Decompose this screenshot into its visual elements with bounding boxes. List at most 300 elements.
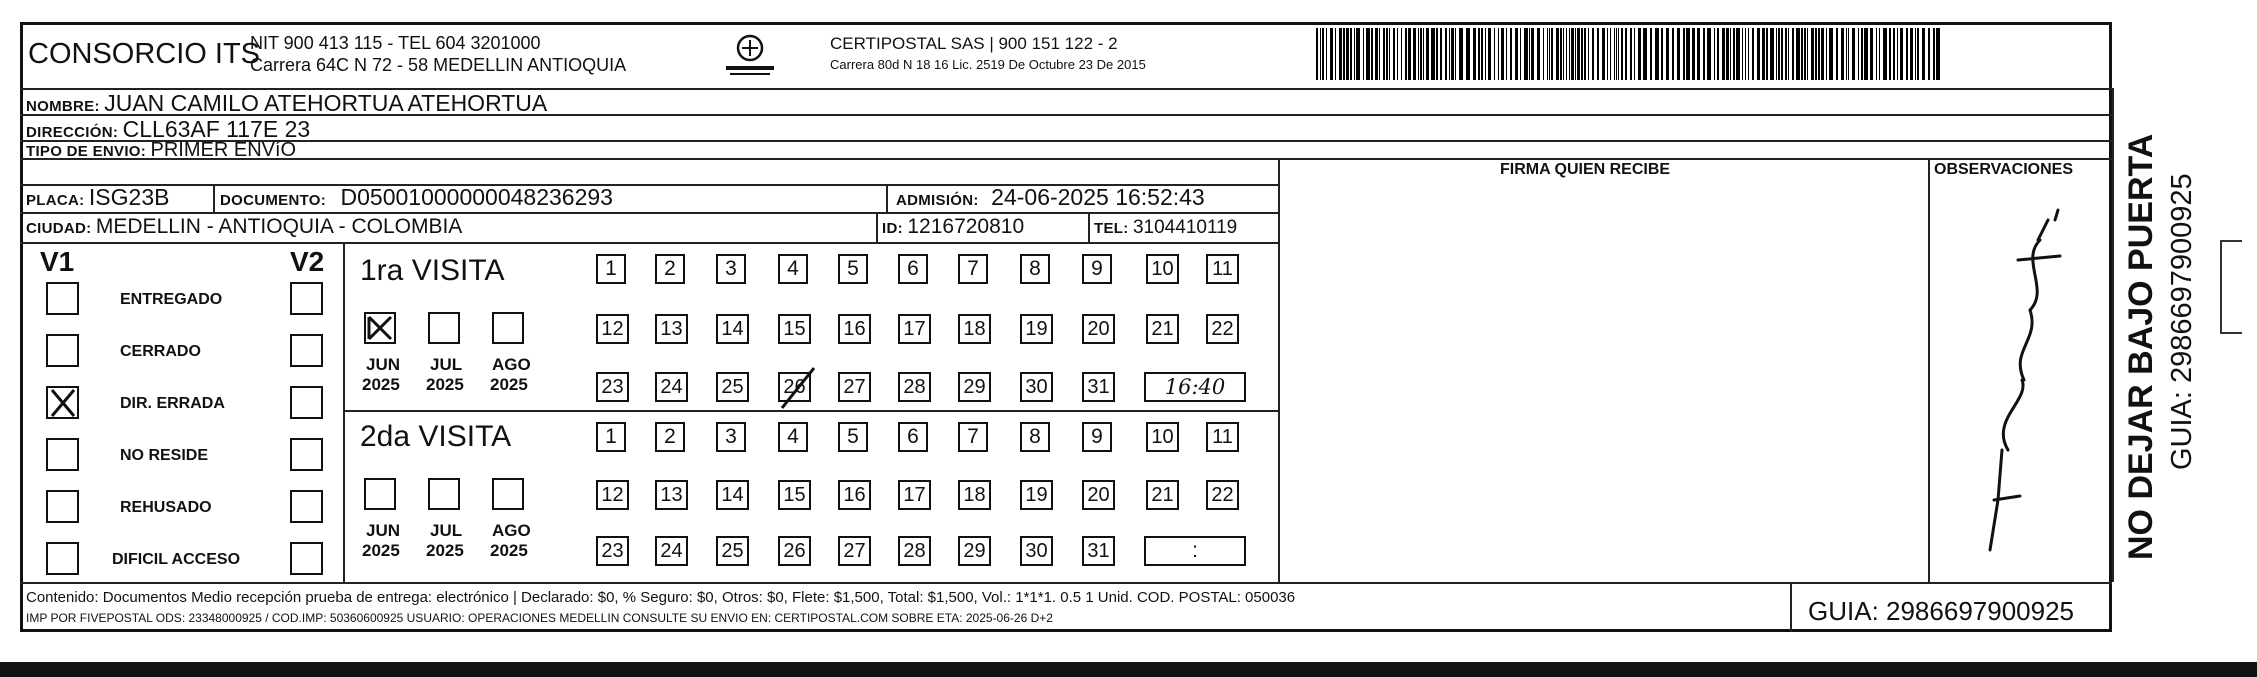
barcode-bar	[1575, 28, 1576, 80]
company-line-2: Carrera 64C N 72 - 58 MEDELLIN ANTIOQUIA	[250, 55, 627, 75]
day-box[interactable]: 20	[1082, 480, 1115, 510]
day-box[interactable]: 30	[1020, 372, 1053, 402]
day-box[interactable]: 17	[898, 314, 931, 344]
firma-header: FIRMA QUIEN RECIBE	[1500, 161, 1671, 178]
barcode-bar	[1643, 28, 1647, 80]
day-box[interactable]: 12	[596, 480, 629, 510]
barcode-bar	[1569, 28, 1570, 80]
barcode-bar	[1423, 28, 1424, 80]
day-box[interactable]: 12	[596, 314, 629, 344]
admision-label: ADMISIÓN:	[896, 192, 979, 209]
day-box[interactable]: 28	[898, 372, 931, 402]
company-line-1: NIT 900 413 115 - TEL 604 3201000	[250, 33, 541, 53]
barcode-bar	[1563, 28, 1564, 80]
side-notice: NO DEJAR BAJO PUERTA	[2122, 133, 2160, 560]
divider	[213, 184, 215, 212]
day-box[interactable]: 5	[838, 254, 868, 284]
barcode-bar	[1936, 28, 1940, 80]
divider	[20, 158, 2112, 160]
barcode-bar	[1524, 28, 1528, 80]
barcode-bar	[1807, 28, 1808, 80]
barcode-bar	[1551, 28, 1553, 80]
barcode-bar	[1610, 28, 1611, 80]
month-checkbox[interactable]	[364, 312, 396, 344]
barcode-bar	[1506, 28, 1507, 80]
barcode-bar	[1420, 28, 1422, 80]
observaciones-header: OBSERVACIONES	[1934, 161, 2073, 178]
barcode-bar	[1588, 28, 1589, 80]
id-label: ID:	[882, 220, 903, 237]
barcode-bar	[1917, 28, 1919, 80]
month-label: JUL	[430, 521, 463, 540]
day-box[interactable]: 19	[1020, 314, 1053, 344]
barcode-bar	[1602, 28, 1605, 80]
day-box[interactable]: 6	[898, 254, 928, 284]
barcode-bar	[1638, 28, 1641, 80]
barcode-bar	[1335, 28, 1336, 80]
barcode-bar	[1577, 28, 1580, 80]
v1-checkbox[interactable]	[46, 282, 79, 315]
certipostal-logo	[720, 30, 780, 80]
direccion-label: DIRECCIÓN:	[26, 124, 119, 141]
v2-label: V2	[290, 246, 325, 277]
footer-line-2: IMP POR FIVEPOSTAL ODS: 23348000925 / COD.IMP: 50360600925 USUARIO: OPERACIONES MEDELLIN CONSULTE SU ENVIO EN: CERTIPOSTAL.COM SOBRE ETA: 2025-06-26 D+2	[26, 611, 1053, 625]
barcode-bar	[1730, 28, 1731, 80]
v1-checkbox[interactable]	[46, 438, 79, 471]
month-checkbox[interactable]	[428, 478, 460, 510]
barcode-bar	[1683, 28, 1685, 80]
barcode-bar	[1449, 28, 1450, 80]
nombre-value: JUAN CAMILO ATEHORTUA ATEHORTUA	[104, 90, 548, 116]
barcode-bar	[1330, 28, 1333, 80]
barcode-bar	[1481, 28, 1483, 80]
barcode-bar	[1922, 28, 1925, 80]
barcode-bar	[1356, 28, 1360, 80]
day-box[interactable]: 1	[596, 254, 626, 284]
day-box[interactable]: 14	[716, 314, 749, 344]
barcode-bar	[1501, 28, 1504, 80]
barcode-bar	[1733, 28, 1735, 80]
barcode-bar	[1466, 28, 1470, 80]
barcode-bar	[1571, 28, 1574, 80]
barcode-bar	[1846, 28, 1847, 80]
day-box[interactable]: 22	[1206, 314, 1239, 344]
divider	[20, 582, 2112, 584]
barcode-bar	[1655, 28, 1659, 80]
barcode-bar	[1804, 28, 1806, 80]
edge-mark	[2220, 240, 2242, 334]
barcode-bar	[1473, 28, 1476, 80]
day-box[interactable]: 11	[1206, 422, 1239, 452]
barcode-bar	[1811, 28, 1814, 80]
barcode-bar	[1778, 28, 1780, 80]
day-box[interactable]: 17	[898, 480, 931, 510]
v2-checkbox[interactable]	[290, 386, 323, 419]
barcode-bar	[1316, 28, 1318, 80]
barcode-bar	[1459, 28, 1463, 80]
v1-checkbox[interactable]	[46, 542, 79, 575]
barcode-bar	[1354, 28, 1355, 80]
barcode-bar	[1386, 28, 1388, 80]
barcode-bar	[1906, 28, 1908, 80]
year-label: 2025	[490, 375, 528, 394]
year-label: 2025	[362, 541, 400, 560]
placa-value: ISG23B	[88, 184, 170, 210]
status-label: NO RESIDE	[120, 447, 209, 464]
barcode-bar	[1796, 28, 1800, 80]
second-visit-title: 2da VISITA	[360, 420, 512, 453]
barcode-bar	[1883, 28, 1887, 80]
barcode-bar	[1915, 28, 1916, 80]
time-box[interactable]: :	[1144, 536, 1246, 566]
day-box[interactable]: 18	[958, 480, 991, 510]
barcode-bar	[1488, 28, 1491, 80]
day-box[interactable]: 22	[1206, 480, 1239, 510]
month-label: AGO	[492, 521, 531, 540]
barcode-bar	[1455, 28, 1456, 80]
barcode-bar	[1900, 28, 1903, 80]
barcode-bar	[1815, 28, 1817, 80]
day-box[interactable]: 8	[1020, 422, 1050, 452]
barcode-bar	[1928, 28, 1930, 80]
month-checkbox[interactable]	[364, 478, 396, 510]
barcode-bar	[1697, 28, 1700, 80]
barcode-bar	[1556, 28, 1559, 80]
direccion-value: CLL63AF 117E 23	[122, 116, 311, 142]
day-box[interactable]: 14	[716, 480, 749, 510]
barcode-bar	[1371, 28, 1373, 80]
day-box[interactable]: 25	[716, 372, 749, 402]
barcode-bar	[1717, 28, 1719, 80]
day-box[interactable]: 15	[778, 480, 811, 510]
barcode-bar	[1781, 28, 1783, 80]
barcode-bar	[1350, 28, 1352, 80]
barcode-bar	[1897, 28, 1898, 80]
barcode-bar	[1661, 28, 1663, 80]
barcode-bar	[1692, 28, 1695, 80]
barcode-bar	[1841, 28, 1844, 80]
barcode-bar	[1547, 28, 1548, 80]
footer-line-1: Contenido: Documentos Medio recepción prueba de entrega: electrónico | Declarado: $0, % Seguro: $0, Otros: $0, Flete: $1,500, Total: $1,500, Vol.: 1*1*1. 0.5 1 Unid. COD. POSTAL: 050036	[26, 589, 1296, 606]
barcode-bar	[1510, 28, 1512, 80]
month-checkbox[interactable]	[492, 478, 524, 510]
barcode-bar	[1614, 28, 1615, 80]
barcode-bar	[1431, 28, 1435, 80]
barcode-bar	[1801, 28, 1803, 80]
day-box[interactable]: 31	[1082, 536, 1115, 566]
day-box[interactable]: 31	[1082, 372, 1115, 402]
barcode-bar	[1426, 28, 1429, 80]
bottom-bar	[0, 662, 2257, 677]
year-label: 2025	[490, 541, 528, 560]
ciudad-value: MEDELLIN - ANTIOQUIA - COLOMBIA	[95, 215, 463, 238]
divider	[1278, 158, 1280, 582]
day-box[interactable]: 19	[1020, 480, 1053, 510]
day-box[interactable]: 21	[1146, 314, 1179, 344]
barcode-bar	[1788, 28, 1789, 80]
barcode-bar	[1515, 28, 1518, 80]
tipo-value: PRIMER ENVíO	[150, 139, 297, 161]
day-box[interactable]: 20	[1082, 314, 1115, 344]
barcode-bar	[1893, 28, 1895, 80]
year-label: 2025	[426, 375, 464, 394]
ciudad-label: CIUDAD:	[26, 220, 92, 237]
barcode-bar	[1616, 28, 1617, 80]
barcode-bar	[1343, 28, 1345, 80]
day-box[interactable]: 15	[778, 314, 811, 344]
v1-checkbox[interactable]	[46, 386, 79, 419]
v1-label: V1	[40, 246, 75, 277]
barcode-bar	[1389, 28, 1390, 80]
barcode-bar	[1597, 28, 1599, 80]
day-box[interactable]: 21	[1146, 480, 1179, 510]
barcode-bar	[1836, 28, 1838, 80]
v1-checkbox[interactable]	[46, 490, 79, 523]
id-value: 1216720810	[907, 215, 1025, 238]
v2-checkbox[interactable]	[290, 490, 323, 523]
barcode-bar	[1826, 28, 1827, 80]
day-box[interactable]: 4	[778, 254, 808, 284]
barcode-bar	[1393, 28, 1395, 80]
day-box[interactable]: 3	[716, 422, 746, 452]
barcode-bar	[1498, 28, 1499, 80]
day-box[interactable]: 2	[655, 254, 685, 284]
barcode-bar	[1748, 28, 1749, 80]
barcode-bar	[1339, 28, 1342, 80]
barcode-bar	[1672, 28, 1674, 80]
barcode-bar	[1581, 28, 1583, 80]
barcode-bar	[1560, 28, 1562, 80]
day-box[interactable]: 24	[655, 372, 688, 402]
barcode-bar	[1543, 28, 1544, 80]
barcode-bar	[1933, 28, 1935, 80]
day-box[interactable]: 26	[778, 536, 811, 566]
barcode-bar	[1889, 28, 1891, 80]
barcode-bar	[1736, 28, 1740, 80]
barcode-bar	[1529, 28, 1530, 80]
day-box[interactable]: 4	[778, 422, 808, 452]
barcode-bar	[1520, 28, 1521, 80]
tel-label: TEL:	[1094, 220, 1129, 237]
day-box[interactable]: 5	[838, 422, 868, 452]
day-box[interactable]: 7	[958, 254, 988, 284]
barcode-bar	[1634, 28, 1635, 80]
barcode-bar	[1818, 28, 1820, 80]
year-label: 2025	[362, 375, 400, 394]
month-checkbox[interactable]	[428, 312, 460, 344]
barcode-bar	[1785, 28, 1787, 80]
barcode-bar	[1876, 28, 1877, 80]
barcode-bar	[1379, 28, 1380, 80]
day-box[interactable]: 27	[838, 536, 871, 566]
day-box[interactable]: 25	[716, 536, 749, 566]
barcode-bar	[1440, 28, 1442, 80]
day-box[interactable]: 3	[716, 254, 746, 284]
courier-line-2: Carrera 80d N 18 16 Lic. 2519 De Octubre 23 De 2015	[830, 57, 1146, 72]
day-box[interactable]: 23	[596, 536, 629, 566]
day-box[interactable]: 24	[655, 536, 688, 566]
barcode-bar	[1366, 28, 1370, 80]
barcode-bar	[1650, 28, 1652, 80]
tipo-label: TIPO DE ENVIO:	[26, 143, 147, 160]
barcode-bar	[1584, 28, 1586, 80]
day-box[interactable]: 16	[838, 480, 871, 510]
placa-label: PLACA:	[26, 192, 85, 209]
barcode-bar	[1397, 28, 1398, 80]
day-box[interactable]: 28	[898, 536, 931, 566]
day-box[interactable]: 29	[958, 372, 991, 402]
barcode-bar	[1752, 28, 1754, 80]
barcode-bar	[1346, 28, 1349, 80]
month-checkbox[interactable]	[492, 312, 524, 344]
day-box[interactable]: 23	[596, 372, 629, 402]
day-box[interactable]: 10	[1146, 254, 1179, 284]
barcode-bar	[1445, 28, 1447, 80]
day-box[interactable]: 30	[1020, 536, 1053, 566]
day-box[interactable]: 1	[596, 422, 626, 452]
barcode-bar	[1770, 28, 1774, 80]
divider	[20, 140, 2112, 142]
divider	[1790, 582, 1792, 632]
divider	[886, 184, 888, 212]
barcode-bar	[1722, 28, 1725, 80]
tel-value: 3104410119	[1132, 217, 1238, 238]
day-box[interactable]: 11	[1206, 254, 1239, 284]
documento-value: D05001000000048236293	[340, 184, 613, 210]
admision-value: 24-06-2025 16:52:43	[991, 184, 1205, 210]
barcode-bar	[1549, 28, 1550, 80]
year-label: 2025	[426, 541, 464, 560]
status-label: CERRADO	[120, 343, 201, 360]
barcode-bar	[1858, 28, 1859, 80]
barcode	[1316, 28, 1946, 80]
barcode-bar	[1322, 28, 1324, 80]
divider	[876, 212, 878, 242]
barcode-bar	[1320, 28, 1321, 80]
handwritten-observation	[1960, 200, 2080, 570]
barcode-bar	[1326, 28, 1327, 80]
barcode-bar	[1821, 28, 1824, 80]
first-visit-title: 1ra VISITA	[360, 254, 505, 287]
barcode-bar	[1625, 28, 1627, 80]
day-box[interactable]: 13	[655, 314, 688, 344]
barcode-bar	[1757, 28, 1760, 80]
month-label: AGO	[492, 355, 531, 374]
barcode-bar	[1592, 28, 1594, 80]
documento-label: DOCUMENTO:	[220, 192, 327, 209]
barcode-bar	[1910, 28, 1913, 80]
barcode-bar	[1829, 28, 1833, 80]
day-box[interactable]: 9	[1082, 254, 1112, 284]
barcode-bar	[1418, 28, 1419, 80]
barcode-bar	[1864, 28, 1868, 80]
barcode-bar	[1413, 28, 1416, 80]
barcode-bar	[1745, 28, 1746, 80]
barcode-bar	[1762, 28, 1765, 80]
day-box[interactable]: 6	[898, 422, 928, 452]
footer-guia: GUIA: 2986697900925	[1808, 596, 2074, 626]
barcode-bar	[1401, 28, 1402, 80]
barcode-bar	[1766, 28, 1768, 80]
day-box[interactable]: 26	[778, 372, 811, 402]
v2-checkbox[interactable]	[290, 438, 323, 471]
divider	[1088, 212, 1090, 242]
day-box[interactable]: 13	[655, 480, 688, 510]
divider	[343, 242, 345, 582]
barcode-bar	[1531, 28, 1534, 80]
day-box[interactable]: 16	[838, 314, 871, 344]
barcode-bar	[1861, 28, 1863, 80]
v2-checkbox[interactable]	[290, 282, 323, 315]
v2-checkbox[interactable]	[290, 542, 323, 575]
barcode-bar	[1742, 28, 1743, 80]
status-label: DIFICIL ACCESO	[112, 551, 241, 568]
day-box[interactable]: 8	[1020, 254, 1050, 284]
divider	[1928, 158, 1930, 582]
barcode-bar	[1383, 28, 1385, 80]
barcode-bar	[1478, 28, 1480, 80]
barcode-bar	[1405, 28, 1407, 80]
divider	[20, 242, 1278, 244]
barcode-bar	[1703, 28, 1705, 80]
barcode-bar	[1714, 28, 1715, 80]
barcode-bar	[1408, 28, 1411, 80]
time-box[interactable]: 16:40	[1144, 372, 1246, 402]
barcode-bar	[1852, 28, 1855, 80]
barcode-bar	[1537, 28, 1540, 80]
day-box[interactable]: 18	[958, 314, 991, 344]
barcode-bar	[1870, 28, 1873, 80]
barcode-bar	[1436, 28, 1438, 80]
barcode-bar	[1375, 28, 1378, 80]
barcode-bar	[1621, 28, 1623, 80]
nombre-label: NOMBRE:	[26, 98, 100, 115]
barcode-bar	[1707, 28, 1711, 80]
barcode-bar	[1607, 28, 1608, 80]
month-label: JUL	[430, 355, 463, 374]
v2-checkbox[interactable]	[290, 334, 323, 367]
month-label: JUN	[366, 355, 401, 374]
barcode-bar	[1485, 28, 1486, 80]
status-label: ENTREGADO	[120, 291, 223, 308]
month-label: JUN	[366, 521, 401, 540]
day-box[interactable]: 9	[1082, 422, 1112, 452]
barcode-bar	[1618, 28, 1619, 80]
barcode-bar	[1792, 28, 1794, 80]
barcode-bar	[1848, 28, 1849, 80]
status-label: REHUSADO	[120, 499, 212, 516]
day-box[interactable]: 2	[655, 422, 685, 452]
barcode-bar	[1776, 28, 1777, 80]
barcode-bar	[1566, 28, 1567, 80]
v1-checkbox[interactable]	[46, 334, 79, 367]
courier-line-1: CERTIPOSTAL SAS | 900 151 122 - 2	[830, 34, 1118, 53]
barcode-bar	[1630, 28, 1632, 80]
barcode-bar	[1686, 28, 1690, 80]
barcode-bar	[1363, 28, 1364, 80]
status-label: DIR. ERRADA	[120, 395, 225, 412]
barcode-bar	[1879, 28, 1880, 80]
divider	[2112, 88, 2114, 582]
company-name: CONSORCIO ITS	[28, 38, 261, 70]
day-box[interactable]: 7	[958, 422, 988, 452]
day-box[interactable]: 27	[838, 372, 871, 402]
day-box[interactable]: 10	[1146, 422, 1179, 452]
side-guia: GUIA: 2986697900925	[2166, 173, 2198, 470]
day-box[interactable]: 29	[958, 536, 991, 566]
barcode-bar	[1494, 28, 1495, 80]
barcode-bar	[1677, 28, 1680, 80]
